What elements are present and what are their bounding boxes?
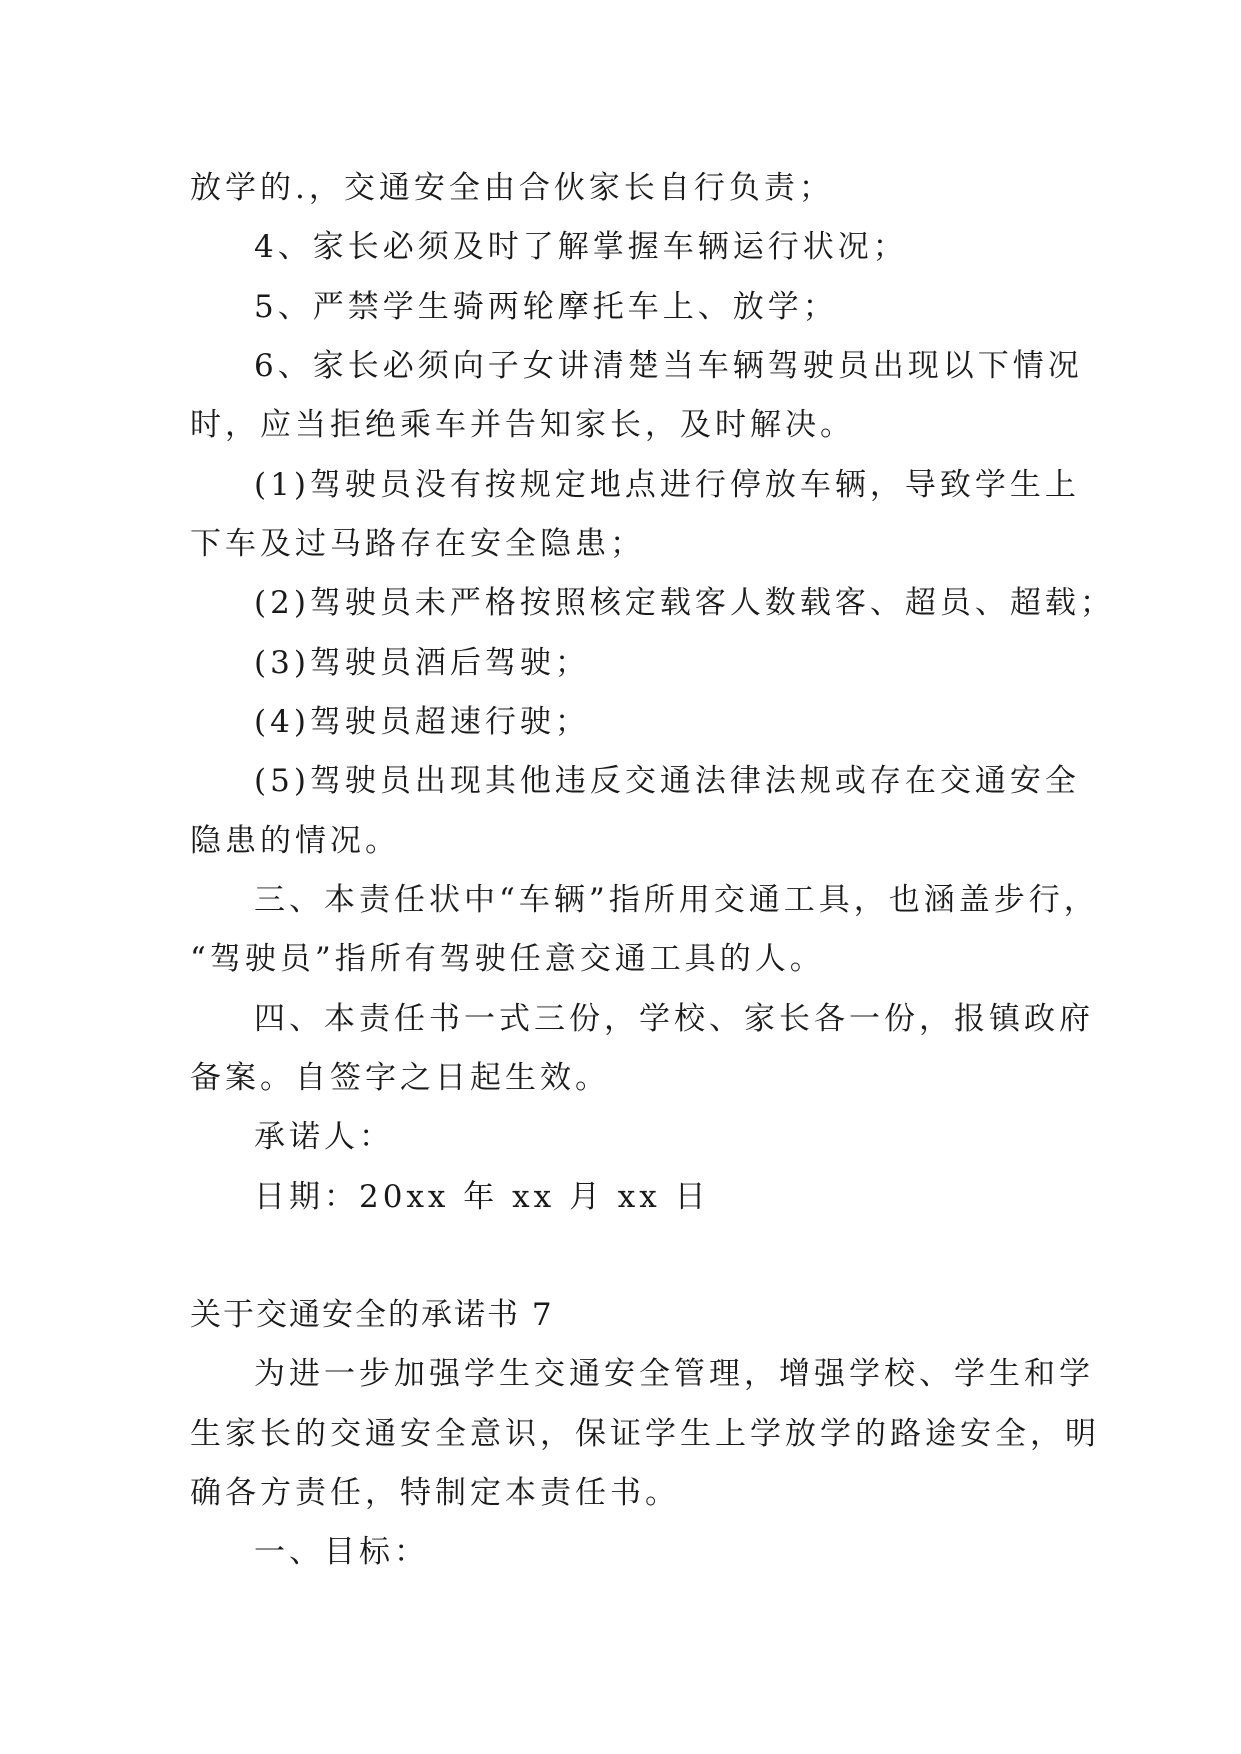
- text-line: 备案。自签字之日起生效。: [190, 1060, 610, 1096]
- text-line: 时，应当拒绝乘车并告知家长，及时解决。: [190, 407, 855, 443]
- text-line: (3)驾驶员酒后驾驶；: [254, 645, 590, 681]
- signer-label: 承诺人：: [254, 1119, 394, 1155]
- text-line: “驾驶员”指所有驾驶任意交通工具的人。: [190, 941, 825, 977]
- text-line: 确各方责任，特制定本责任书。: [190, 1475, 680, 1511]
- text-line: (5)驾驶员出现其他违反交通法律法规或存在交通安全: [254, 763, 1080, 799]
- text-line: (4)驾驶员超速行驶；: [254, 704, 590, 740]
- text-line: (2)驾驶员未严格按照核定载客人数载客、超员、超载；: [254, 585, 1115, 621]
- text-line: 放学的.，交通安全由合伙家长自行负责；: [190, 170, 834, 206]
- text-line: (1)驾驶员没有按规定地点进行停放车辆，导致学生上: [254, 467, 1080, 503]
- text-line: 隐患的情况。: [190, 823, 400, 859]
- text-line: 生家长的交通安全意识，保证学生上学放学的路途安全，明: [190, 1416, 1100, 1452]
- text-line: 4、家长必须及时了解掌握车辆运行状况；: [254, 229, 908, 265]
- text-line: 一、目标：: [254, 1534, 429, 1570]
- text-line: 5、严禁学生骑两轮摩托车上、放学；: [254, 289, 838, 325]
- text-line: 6、家长必须向子女讲清楚当车辆驾驶员出现以下情况: [254, 348, 1083, 384]
- text-line: 下车及过马路存在安全隐患；: [190, 526, 645, 562]
- text-line: 为进一步加强学生交通安全管理，增强学校、学生和学: [254, 1356, 1094, 1392]
- text-line: 三、本责任状中“车辆”指所用交通工具，也涵盖步行，: [254, 882, 1099, 918]
- section-title: 关于交通安全的承诺书 7: [190, 1297, 554, 1333]
- date-line: 日期：20xx 年 xx 月 xx 日: [254, 1179, 710, 1215]
- text-line: 四、本责任书一式三份，学校、家长各一份，报镇政府: [254, 1001, 1094, 1037]
